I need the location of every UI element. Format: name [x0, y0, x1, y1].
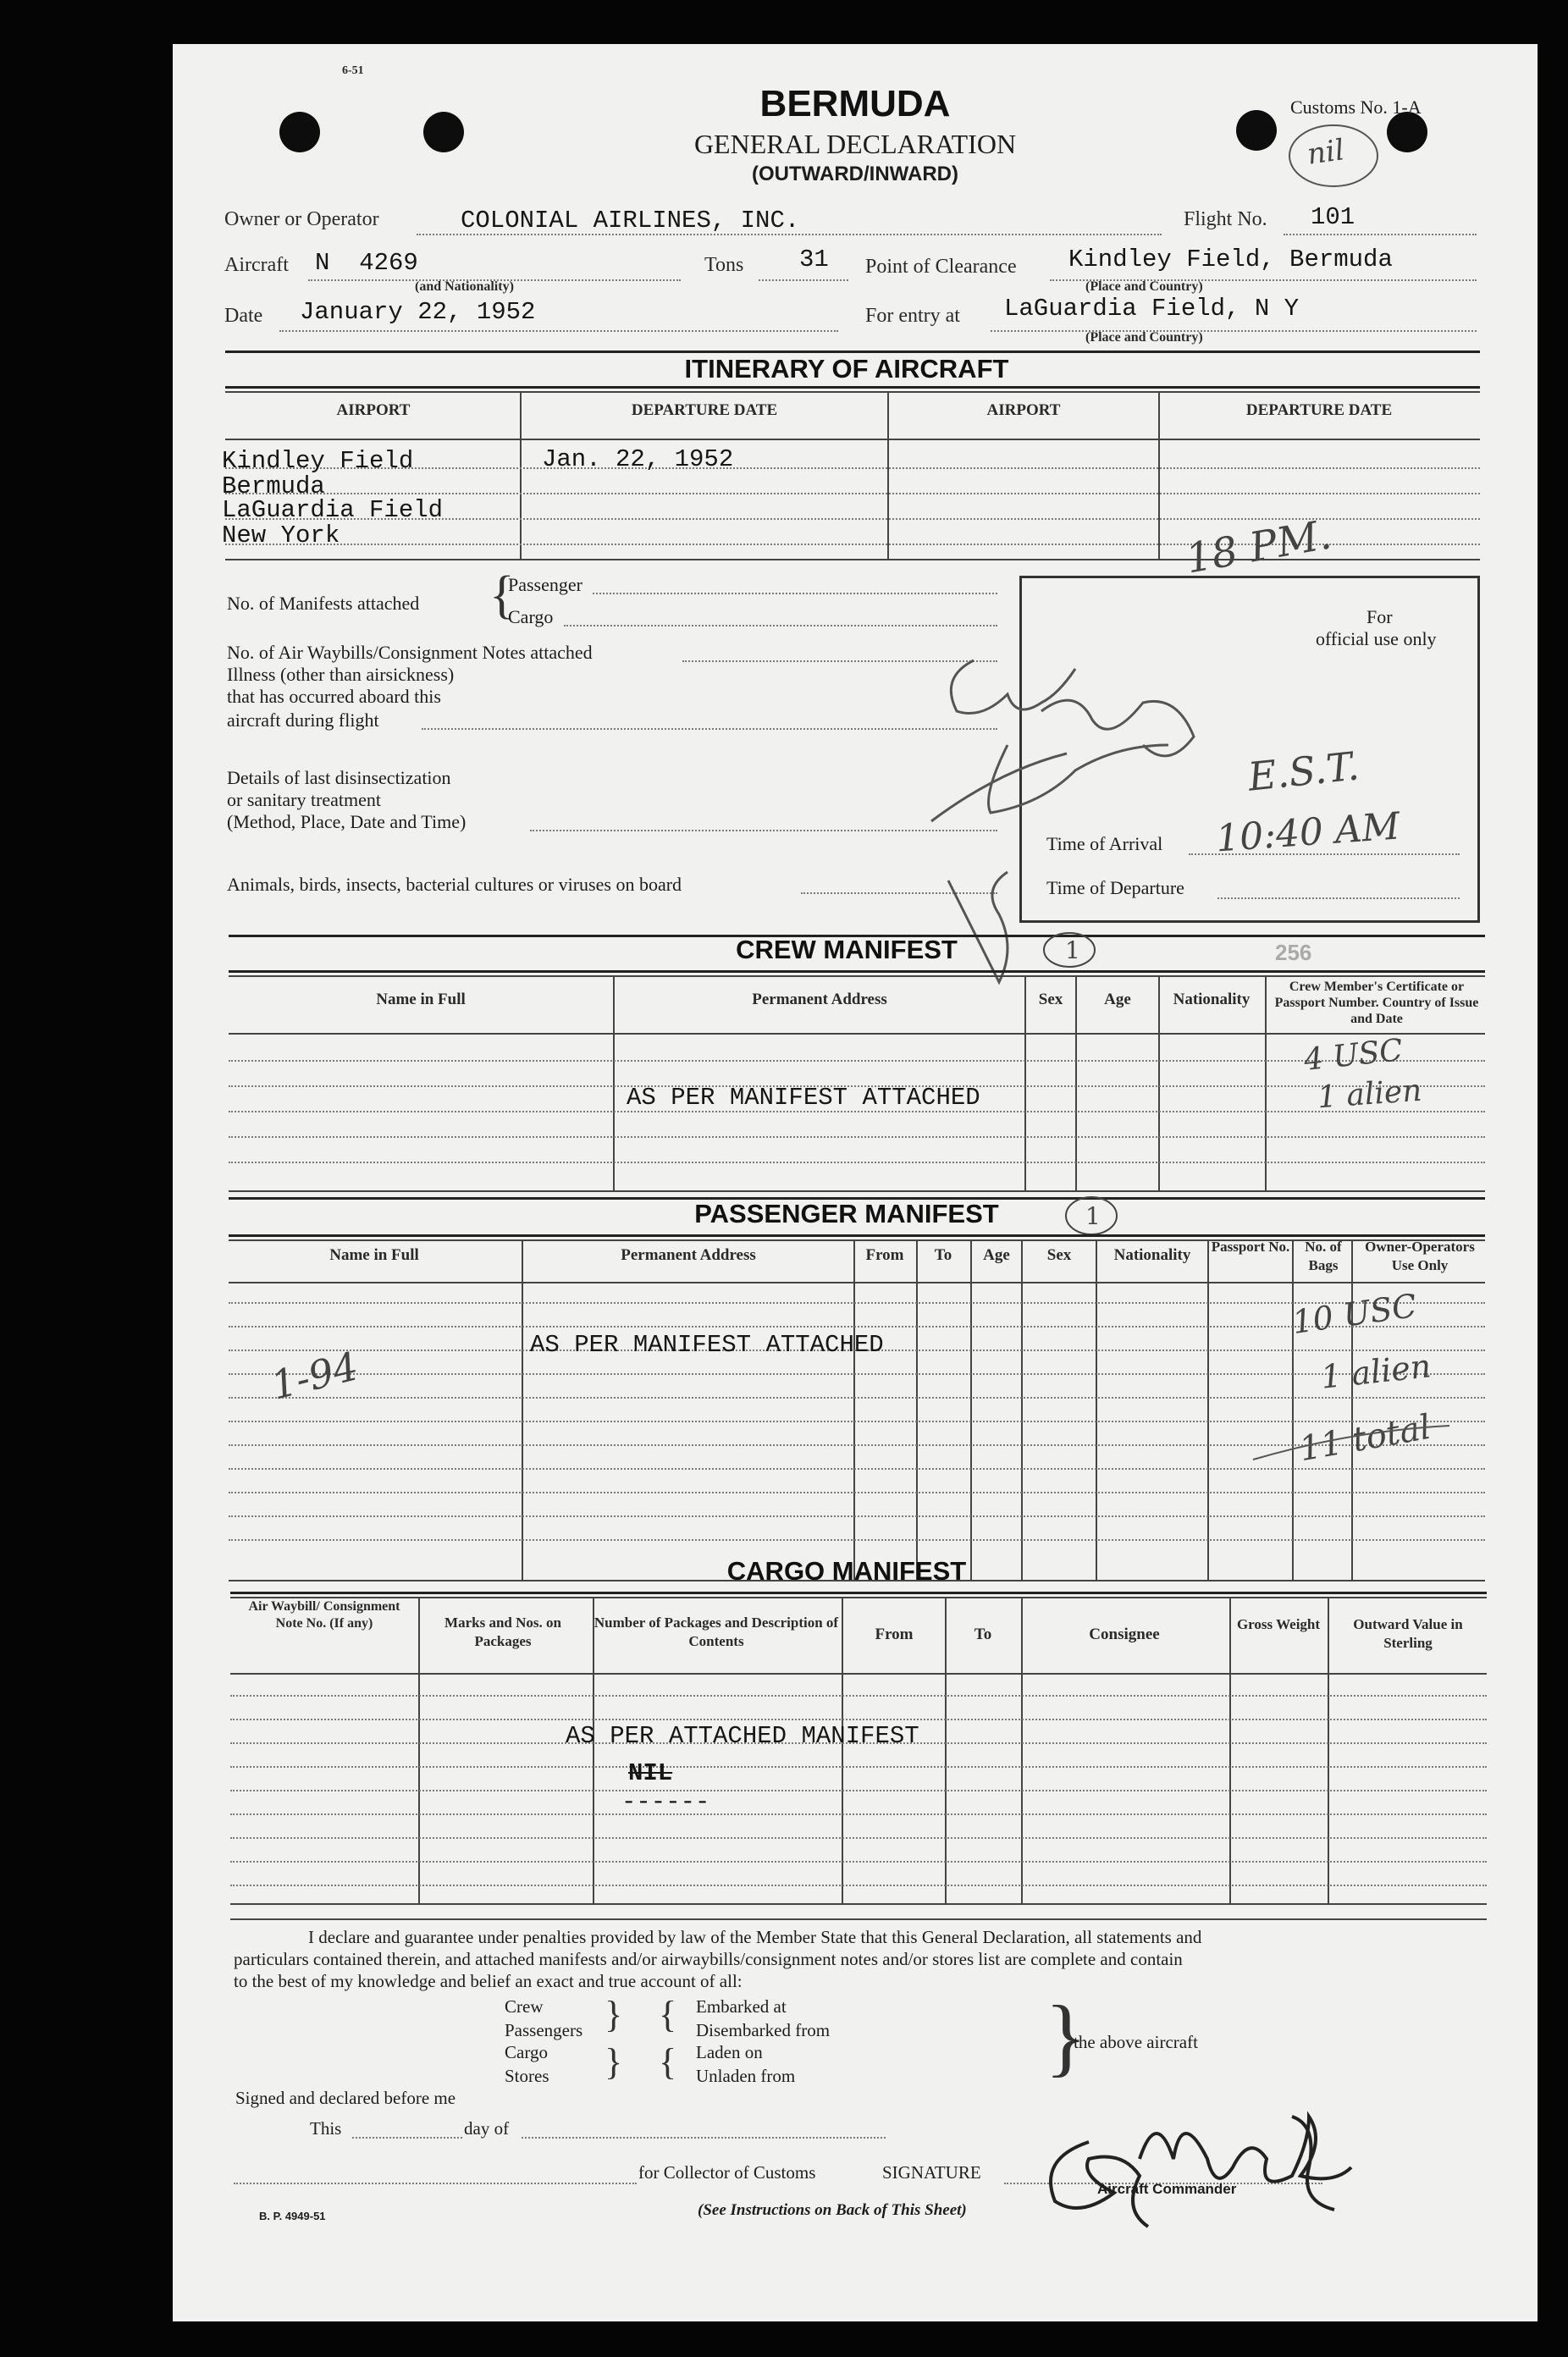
- crew-header-age: Age: [1104, 991, 1131, 1008]
- cargo-row-line: [230, 1813, 1487, 1815]
- cargo-header-packages: Number of Packages and Description of Contents: [594, 1615, 839, 1649]
- departure-time-label: Time of Departure: [1046, 877, 1184, 898]
- official-est: E.S.T.: [1245, 742, 1361, 800]
- crew-mid-rule-2: [229, 975, 1485, 977]
- crew-mid-rule: [229, 970, 1485, 973]
- punch-hole-left: [279, 112, 320, 152]
- cargo-row-line: [230, 1766, 1487, 1768]
- clearance-value: Kindley Field, Bermuda: [1068, 246, 1393, 273]
- passenger-row-line: [229, 1539, 1485, 1541]
- clearance-note: (Place and Country): [1085, 279, 1203, 294]
- signed-declared: Signed and declared before me: [235, 2088, 456, 2108]
- crew-stamp-number: 256: [1275, 940, 1312, 965]
- cargo-mid-rule: [230, 1592, 1487, 1594]
- entry-note: (Place and Country): [1085, 330, 1203, 345]
- itinerary-row-line: [225, 467, 1480, 469]
- itinerary-airport-line-2: Bermuda: [222, 472, 325, 500]
- itinerary-mid-rule: [225, 386, 1480, 389]
- cargo-col-6: [1229, 1597, 1231, 1903]
- passenger-header-nationality: Nationality: [1113, 1246, 1191, 1264]
- aircraft-label: Aircraft: [224, 254, 289, 276]
- entry-line: [991, 330, 1477, 332]
- itinerary-col-2: [887, 391, 889, 559]
- passenger-row-line: [229, 1515, 1485, 1517]
- itinerary-header-rule: [225, 439, 1480, 440]
- passenger-header-address: Permanent Address: [621, 1246, 756, 1264]
- cargo-title: CARGO MANIFEST: [726, 1556, 967, 1586]
- declaration-right-disembarked: Disembarked from: [696, 2020, 831, 2040]
- itinerary-airport-line-3: LaGuardia Field: [222, 496, 444, 524]
- crew-col-2: [1024, 975, 1026, 1190]
- crew-title: CREW MANIFEST: [736, 935, 958, 964]
- declaration-left-stores: Stores: [505, 2066, 549, 2086]
- passenger-col-2: [853, 1239, 855, 1580]
- passenger-mid-rule: [229, 1234, 1485, 1237]
- itinerary-header-airport-1: AIRPORT: [336, 401, 411, 419]
- passenger-header-owner: Owner-Operators Use Only: [1365, 1239, 1475, 1273]
- cargo-row-line: [230, 1837, 1487, 1839]
- declaration-left-crew: Crew: [505, 1996, 544, 2017]
- passenger-col-1: [522, 1239, 523, 1580]
- arrival-value: 10:40 AM: [1214, 804, 1402, 861]
- passenger-col-7: [1207, 1239, 1209, 1580]
- manifests-brace: {: [489, 566, 515, 624]
- commander-label: Aircraft Commander: [1097, 2181, 1237, 2197]
- tons-line: [759, 279, 848, 281]
- tons-label: Tons: [704, 254, 744, 276]
- itinerary-col-3: [1158, 391, 1160, 559]
- flight-label: Flight No.: [1184, 208, 1267, 230]
- crew-row-line: [229, 1060, 1485, 1062]
- date-line: [279, 330, 838, 332]
- passenger-row-line: [229, 1492, 1485, 1493]
- day-of-line: [522, 2137, 886, 2139]
- official-for: For: [1366, 606, 1393, 627]
- declaration-brace-1: }: [605, 1994, 623, 2035]
- day-of-label: day of: [464, 2118, 510, 2139]
- crew-header-rule: [229, 1033, 1485, 1035]
- itinerary-header-date-2: DEPARTURE DATE: [1245, 401, 1393, 419]
- itinerary-row-line: [225, 493, 1480, 494]
- animals-label: Animals, birds, insects, bacterial cultures or viruses on board: [227, 874, 682, 895]
- passenger-col-4: [970, 1239, 972, 1580]
- passenger-header-rule: [229, 1282, 1485, 1283]
- cargo-col-7: [1328, 1597, 1329, 1903]
- customs-handwritten: nil: [1305, 133, 1347, 172]
- passenger-hand-alien: 1 alien: [1319, 1347, 1433, 1396]
- crew-header-sex: Sex: [1038, 991, 1063, 1008]
- crew-row-line: [229, 1162, 1485, 1163]
- date-label: Date: [224, 305, 263, 327]
- passenger-row-line: [229, 1397, 1485, 1399]
- passenger-col-6: [1096, 1239, 1097, 1580]
- collector-label: for Collector of Customs: [638, 2162, 816, 2183]
- this-line: [352, 2137, 462, 2139]
- cargo-header-consignee: Consignee: [1089, 1626, 1160, 1643]
- passenger-hand-usc: 10 USC: [1289, 1286, 1419, 1342]
- cargo-col-5: [1021, 1597, 1023, 1903]
- clearance-label: Point of Clearance: [865, 256, 1017, 278]
- itinerary-airport-line-1: Kindley Field: [222, 447, 414, 475]
- itinerary-top-rule: [225, 351, 1480, 353]
- tons-value: 31: [799, 246, 829, 273]
- passenger-header-age: Age: [983, 1246, 1010, 1264]
- form-subtitle: GENERAL DECLARATION: [693, 129, 1017, 159]
- crew-bottom-rule: [229, 1190, 1485, 1192]
- punch-hole-center: [423, 112, 464, 152]
- cargo-row-line: [230, 1885, 1487, 1886]
- passenger-header-bags: No. of Bags: [1305, 1239, 1342, 1273]
- arrival-label: Time of Arrival: [1046, 833, 1163, 854]
- declaration-line-2: particulars contained therein, and attached manifests and/or airwaybills/consignment notes and/or stores list are complete and contain: [234, 1949, 1183, 1969]
- cargo-row-line: [230, 1695, 1487, 1697]
- cargo-note: AS PER ATTACHED MANIFEST: [566, 1722, 919, 1750]
- waybills-label: No. of Air Waybills/Consignment Notes attached: [227, 642, 593, 663]
- aircraft-note: (and Nationality): [415, 279, 514, 294]
- declaration-above-aircraft: the above aircraft: [1074, 2032, 1198, 2052]
- passenger-col-9: [1351, 1239, 1353, 1580]
- disinsect-label-3: (Method, Place, Date and Time): [227, 811, 467, 832]
- crew-hand-usc: 4 USC: [1302, 1033, 1405, 1078]
- illness-label-1: Illness (other than airsickness): [227, 664, 455, 685]
- crew-header-certificate: Crew Member's Certificate or Passport Number. Country of Issue and Date: [1274, 980, 1479, 1026]
- declaration-brace-4: {: [659, 2041, 677, 2083]
- declaration-left-passengers: Passengers: [505, 2020, 583, 2040]
- cargo-header-value: Outward Value in Sterling: [1353, 1616, 1463, 1651]
- cargo-row-line: [230, 1719, 1487, 1720]
- collector-line: [234, 2183, 637, 2184]
- cargo-header-marks: Marks and Nos. on Packages: [444, 1615, 561, 1649]
- cargo-bottom-rule: [230, 1903, 1487, 1905]
- declaration-right-laden: Laden on: [696, 2042, 763, 2062]
- cargo-dashes: ------: [621, 1788, 710, 1816]
- passenger-col-8: [1292, 1239, 1294, 1580]
- instructions-note: (See Instructions on Back of This Sheet): [698, 2201, 967, 2219]
- disinsect-label-1: Details of last disinsectization: [227, 767, 451, 788]
- declaration-brace-3: }: [605, 2041, 623, 2083]
- passenger-title: PASSENGER MANIFEST: [694, 1199, 999, 1228]
- declaration-line-3: to the best of my knowledge and belief an exact and true account of all:: [234, 1971, 743, 1991]
- crew-header-name: Name in Full: [376, 991, 466, 1008]
- declaration-big-brace: }: [1045, 1988, 1087, 2085]
- cargo-header-waybill: Air Waybill/ Consignment Note No. (If any): [248, 1599, 400, 1631]
- passenger-hand-total: 11 total: [1296, 1407, 1434, 1470]
- crew-col-3: [1075, 975, 1077, 1190]
- crew-hand-alien: 1 alien: [1316, 1073, 1423, 1116]
- cargo-row-line: [230, 1790, 1487, 1791]
- itinerary-departure-value: Jan. 22, 1952: [542, 445, 734, 473]
- declaration-top-rule: [230, 1918, 1487, 1920]
- aircraft-value: N 4269: [315, 249, 418, 277]
- form-number: B. P. 4949-51: [259, 2210, 326, 2222]
- cargo-col-4: [945, 1597, 947, 1903]
- crew-circle: [1040, 930, 1099, 972]
- itinerary-mid-rule-2: [225, 391, 1480, 393]
- passenger-row-line: [229, 1468, 1485, 1470]
- crew-col-5: [1265, 975, 1267, 1190]
- owner-value: COLONIAL AIRLINES, INC.: [461, 207, 800, 235]
- declaration-brace-2: {: [659, 1994, 677, 2035]
- passenger-circle: [1062, 1194, 1121, 1239]
- passenger-hand-left: 1-94: [267, 1343, 363, 1409]
- crew-note: AS PER MANIFEST ATTACHED: [627, 1084, 980, 1112]
- declaration-right-unladen: Unladen from: [696, 2066, 796, 2086]
- entry-value: LaGuardia Field, N Y: [1004, 295, 1300, 323]
- manifests-label: No. of Manifests attached: [227, 593, 420, 614]
- customs-circle: [1287, 124, 1380, 191]
- declaration-left-cargo: Cargo: [505, 2042, 548, 2062]
- customs-number: Customs No. 1-A: [1290, 97, 1422, 118]
- flight-value: 101: [1311, 203, 1355, 231]
- passenger-header-name: Name in Full: [329, 1246, 419, 1264]
- cargo-col-2: [593, 1597, 594, 1903]
- illness-label-2: that has occurred aboard this: [227, 686, 441, 707]
- date-value: January 22, 1952: [300, 298, 536, 326]
- crew-col-1: [613, 975, 615, 1190]
- this-label: This: [310, 2118, 342, 2139]
- passenger-col-3: [916, 1239, 918, 1580]
- official-use-only: official use only: [1316, 628, 1437, 649]
- itinerary-header-date-1: DEPARTURE DATE: [631, 401, 778, 419]
- svg-text:1: 1: [1085, 1202, 1101, 1230]
- illness-line: [422, 728, 997, 730]
- cargo-row-line: [230, 1861, 1487, 1863]
- itinerary-title: ITINERARY OF AIRCRAFT: [684, 354, 1009, 384]
- passenger-col-5: [1021, 1239, 1023, 1580]
- corner-code: 6-51: [342, 64, 364, 77]
- svg-text:1: 1: [1065, 936, 1080, 964]
- cargo-header-to: To: [974, 1626, 992, 1643]
- cargo-header-weight: Gross Weight: [1236, 1616, 1321, 1632]
- manifests-cargo-label: Cargo: [508, 606, 554, 627]
- manifests-passenger-label: Passenger: [508, 574, 582, 595]
- cargo-col-3: [842, 1597, 843, 1903]
- owner-label: Owner or Operator: [224, 208, 379, 230]
- passenger-header-passport: Passport No.: [1211, 1239, 1290, 1255]
- passenger-header-to: To: [934, 1246, 952, 1264]
- crew-row-line: [229, 1136, 1485, 1138]
- passenger-header-sex: Sex: [1046, 1246, 1072, 1264]
- crew-col-4: [1158, 975, 1160, 1190]
- itinerary-col-1: [520, 391, 522, 559]
- flight-line: [1284, 234, 1477, 235]
- itinerary-header-airport-2: AIRPORT: [986, 401, 1061, 419]
- punch-hole-right: [1236, 110, 1277, 151]
- commander-signature: [1038, 2100, 1360, 2235]
- crew-header-address: Permanent Address: [752, 991, 887, 1008]
- disinsect-label-2: or sanitary treatment: [227, 789, 382, 810]
- cargo-col-1: [418, 1597, 420, 1903]
- declaration-right-embarked: Embarked at: [696, 1996, 787, 2017]
- signature-label: SIGNATURE: [882, 2162, 981, 2183]
- illness-label-3: aircraft during flight: [227, 709, 379, 731]
- form-title: BERMUDA: [759, 83, 951, 124]
- passenger-note: AS PER MANIFEST ATTACHED: [530, 1331, 884, 1359]
- passenger-total-stroke: [1250, 1422, 1453, 1465]
- itinerary-airport-line-4: New York: [222, 522, 340, 549]
- itinerary-handwritten-time: 18 PM.: [1182, 511, 1335, 583]
- passenger-row-line: [229, 1373, 1485, 1375]
- crew-header-nationality: Nationality: [1173, 991, 1251, 1008]
- passenger-header-from: From: [865, 1246, 904, 1264]
- declaration-line-1: I declare and guarantee under penalties provided by law of the Member State that this General Declaration, all statements and: [308, 1927, 1202, 1947]
- cargo-struck: NIL: [628, 1759, 673, 1787]
- cargo-header-from: From: [875, 1626, 914, 1643]
- entry-label: For entry at: [865, 305, 960, 327]
- form-direction: (OUTWARD/INWARD): [752, 163, 958, 185]
